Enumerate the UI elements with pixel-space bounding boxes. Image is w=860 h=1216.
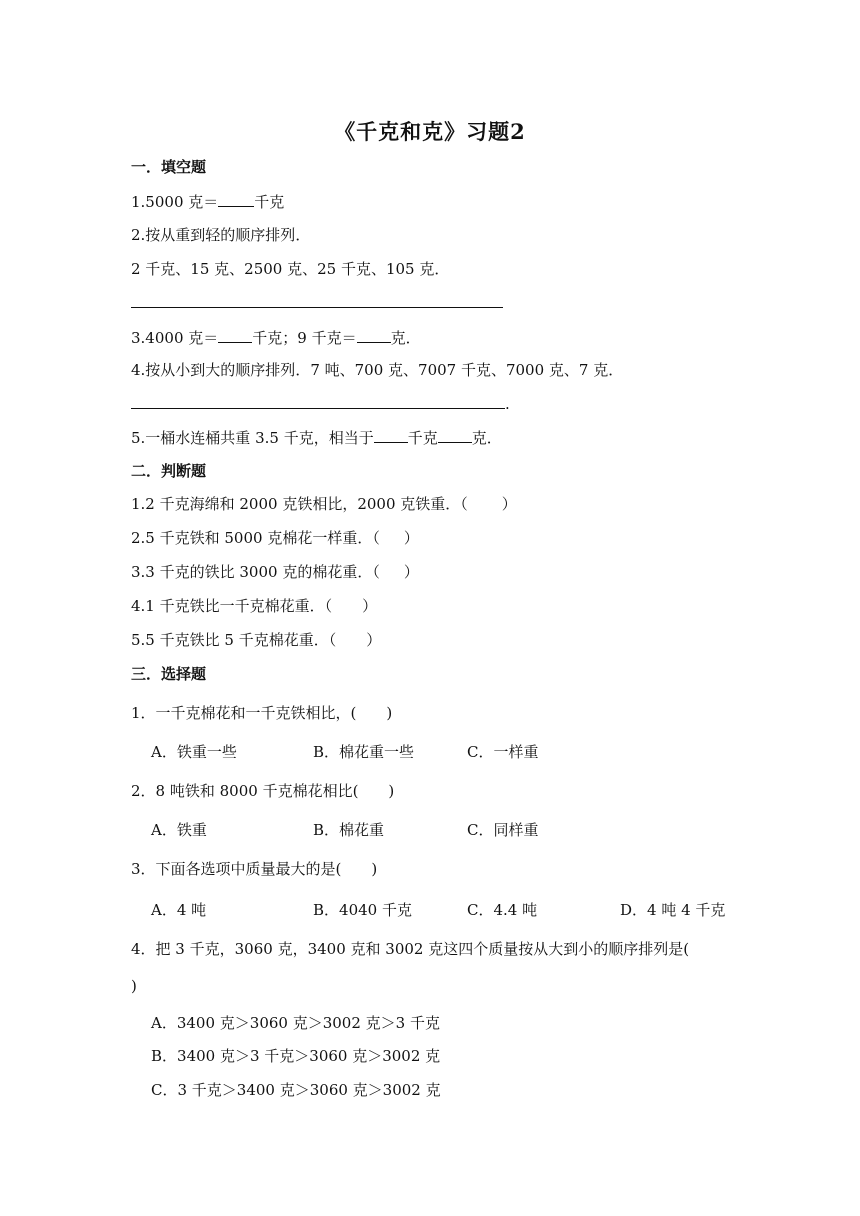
- section-fill-in-heading: 一．填空题: [131, 158, 207, 176]
- answer-blank[interactable]: [218, 191, 254, 207]
- fill-q3-text-c: 克．: [390, 329, 421, 347]
- fill-question-1: [131, 191, 284, 212]
- choice-question-2: [131, 781, 394, 801]
- choice-4-option-c[interactable]: C．3 千克＞3400 克＞3060 克＞3002 克: [151, 1081, 441, 1099]
- judgment-close-paren: ）: [403, 529, 419, 547]
- fill-question-4-end: .: [505, 395, 510, 413]
- choice-close-paren: ): [386, 704, 393, 722]
- answer-line[interactable]: [131, 307, 503, 308]
- answer-blank[interactable]: [357, 327, 391, 343]
- page-title: 《千克和克》习题2: [334, 119, 526, 144]
- fill-q1-text-a: 1.5000 克＝: [131, 193, 219, 211]
- judgment-close-paren: ）: [501, 495, 517, 513]
- choice-1-option-a[interactable]: A．铁重一些: [151, 743, 237, 761]
- choice-3-option-c[interactable]: C．4.4 吨: [467, 901, 538, 919]
- judgment-item-4: [131, 596, 377, 616]
- judgment-item-text: 4.1 千克铁比一千克棉花重．（: [131, 597, 333, 615]
- choice-2-option-b[interactable]: B．棉花重: [313, 821, 385, 839]
- section-judgment-heading: 二．判断题: [131, 462, 207, 480]
- choice-3-option-b[interactable]: B．4040 千克: [313, 901, 412, 919]
- judgment-close-paren: ）: [403, 563, 419, 581]
- choice-close-paren: ): [371, 860, 378, 878]
- fill-question-2: 2.按从重到轻的顺序排列．: [131, 226, 311, 244]
- choice-1-option-c[interactable]: C．一样重: [467, 743, 539, 761]
- fill-q5-text-a: 5.一桶水连桶共重 3.5 千克，相当于: [131, 429, 374, 447]
- fill-question-5: [131, 427, 502, 448]
- choice-3-option-a[interactable]: A．4 吨: [151, 901, 207, 919]
- answer-blank[interactable]: [374, 427, 408, 443]
- judgment-item-text: 5.5 千克铁比 5 千克棉花重．（: [131, 631, 337, 649]
- judgment-item-text: 2.5 千克铁和 5000 克棉花一样重．（: [131, 529, 380, 547]
- choice-4-option-a[interactable]: A．3400 克＞3060 克＞3002 克＞3 千克: [151, 1014, 440, 1032]
- choice-2-option-c[interactable]: C．同样重: [467, 821, 539, 839]
- choice-1-option-b[interactable]: B．棉花重一些: [313, 743, 415, 761]
- fill-question-3: [131, 327, 421, 348]
- choice-close-paren: ): [131, 977, 137, 995]
- section-choice-heading: 三．选择题: [131, 665, 207, 683]
- choice-2-option-a[interactable]: A．铁重: [151, 821, 207, 839]
- choice-4-option-b[interactable]: B．3400 克＞3 千克＞3060 克＞3002 克: [151, 1047, 441, 1065]
- fill-q3-text-a: 3.4000 克＝: [131, 329, 219, 347]
- fill-q1-text-b: 千克: [254, 193, 285, 211]
- answer-blank[interactable]: [438, 427, 472, 443]
- fill-q5-text-b: 千克: [407, 429, 438, 447]
- choice-3-option-d[interactable]: D．4 吨 4 千克: [620, 901, 726, 919]
- fill-q5-text-c: 克．: [471, 429, 502, 447]
- judgment-item-text: 1.2 千克海绵和 2000 克铁相比，2000 克铁重．（: [131, 495, 468, 513]
- choice-stem: 2．8 吨铁和 8000 千克棉花相比(: [131, 782, 359, 800]
- judgment-item-text: 3.3 千克的铁比 3000 克的棉花重．（: [131, 563, 380, 581]
- judgment-item-3: [131, 562, 419, 582]
- choice-question-1: [131, 703, 392, 723]
- choice-question-4: 4．把 3 千克，3060 克，3400 克和 3002 克这四个质量按从大到小的顺序排列是(: [131, 940, 690, 958]
- judgment-close-paren: ）: [362, 597, 378, 615]
- fill-question-4: 4.按从小到大的顺序排列．7 吨、700 克、7007 千克、7000 克、7 克．: [131, 361, 624, 379]
- judgment-item-2: [131, 528, 419, 548]
- judgment-item-1: [131, 494, 517, 514]
- choice-stem: 1．一千克棉花和一千克铁相比，(: [131, 704, 357, 722]
- answer-line[interactable]: [131, 408, 505, 409]
- answer-blank[interactable]: [218, 327, 252, 343]
- judgment-close-paren: ）: [366, 631, 382, 649]
- judgment-item-5: [131, 630, 381, 650]
- choice-stem: 3．下面各选项中质量最大的是(: [131, 860, 342, 878]
- choice-question-3: [131, 859, 377, 879]
- fill-question-2-items: 2 千克、15 克、2500 克、25 千克、105 克．: [131, 260, 450, 278]
- choice-close-paren: ): [388, 782, 395, 800]
- fill-q3-text-b: 千克；9 千克＝: [252, 329, 357, 347]
